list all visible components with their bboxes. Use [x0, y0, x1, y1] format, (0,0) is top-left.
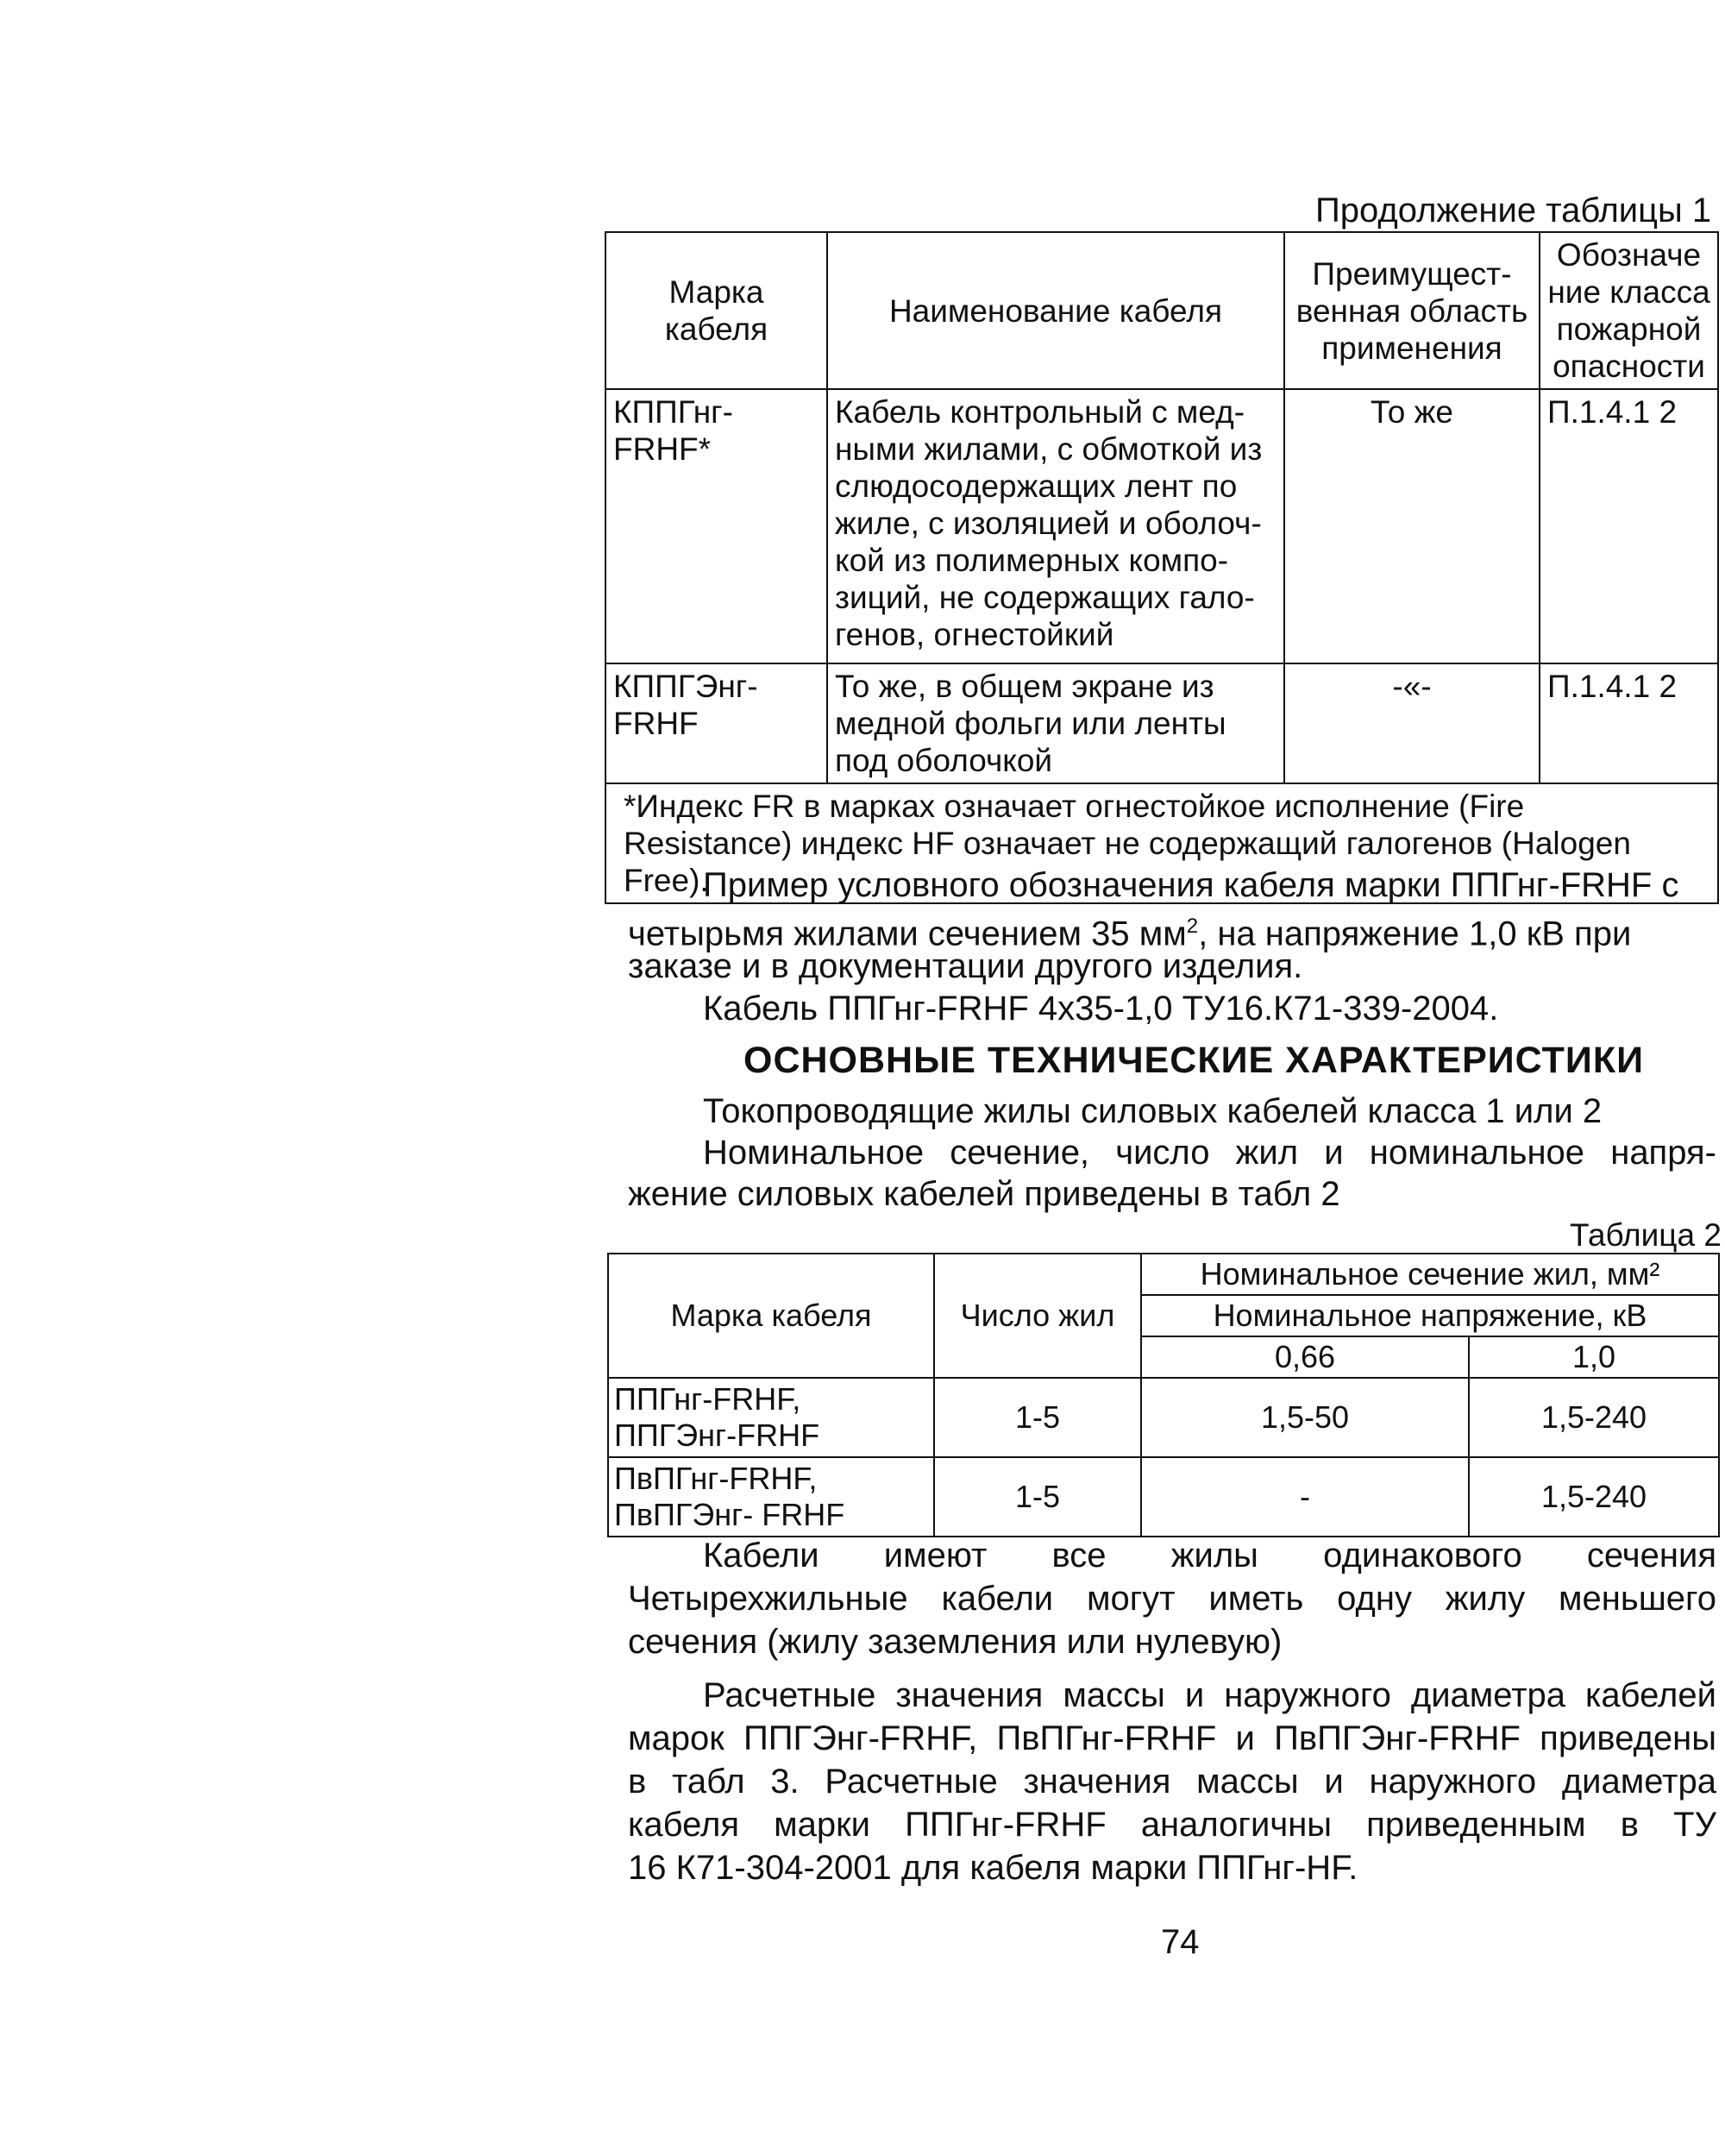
- table2-cell-cores: 1-5: [934, 1378, 1141, 1457]
- table2-cell-v10: 1,5-240: [1469, 1457, 1719, 1537]
- table2-cell-v066: 1,5-50: [1141, 1378, 1469, 1457]
- table2-header-row: [608, 1254, 1719, 1295]
- cable-table-1: [605, 231, 1719, 904]
- example-line-2b: , на напряжение 1,0 кВ при: [1198, 915, 1632, 953]
- table1-header-area: Преимущест-венная область применения: [1284, 232, 1540, 389]
- table2-cell-mark: ПвПГнг-FRHF, ПвПГЭнг- FRHF: [608, 1457, 934, 1537]
- table2-header-voltage: Номинальное напряжение, кВ: [1141, 1295, 1719, 1336]
- table1-cell-class: П.1.4.1 2: [1540, 663, 1718, 783]
- table-row: [608, 1457, 1719, 1537]
- table2-cell-v10: 1,5-240: [1469, 1378, 1719, 1457]
- table1-cell-area: -«-: [1284, 663, 1540, 783]
- table2-header-cores: Число жил: [934, 1254, 1141, 1378]
- table1-cell-mark: КППГнг-FRHF*: [605, 389, 827, 663]
- table2-header-section: Номинальное сечение жил, мм²: [1141, 1254, 1719, 1295]
- table1-cell-name: Кабель контрольный с мед-ными жилами, с обмоткой из слюдосодержащих лент по жиле, с изоляцией и оболоч-кой из полимерных компо-зиций, не содержащих гало-генов, огнестойкий: [827, 389, 1284, 663]
- table-row: [608, 1378, 1719, 1457]
- table1-header-mark: Марка кабеля: [605, 232, 827, 389]
- table-row: [605, 389, 1718, 663]
- table1-cell-class: П.1.4.1 2: [1540, 389, 1718, 663]
- paragraph-cores-line-2: Четырехжильные кабели могут иметь одну жилу меньшего: [628, 1580, 1716, 1618]
- paragraph-nominal-line-1: Номинальное сечение, число жил и номинальное напря-: [703, 1134, 1716, 1172]
- paragraph-cores-line-1: Кабели имеют все жилы одинакового сечения: [703, 1537, 1716, 1575]
- table2-header-v10: 1,0: [1469, 1336, 1719, 1378]
- example-line-3: заказе и в документации другого изделия.: [628, 947, 1303, 985]
- table1-cell-name: То же, в общем экране из медной фольги или ленты под оболочкой: [827, 663, 1284, 783]
- table2-label: Таблица 2: [1570, 1217, 1722, 1253]
- paragraph-mass-line-4: кабеля марки ППГнг-FRHF аналогичны приведенным в ТУ: [628, 1806, 1716, 1844]
- paragraph-mass-line-3: в табл 3. Расчетные значения массы и наружного диаметра: [628, 1763, 1716, 1801]
- table1-footnote: *Индекс FR в марках означает огнестойкое исполнение (Fire Resistance) индекс HF означает не содержащий галогенов (Halogen Free).: [605, 783, 1718, 903]
- paragraph-conductors: Токопроводящие жилы силовых кабелей класса 1 или 2: [703, 1092, 1603, 1130]
- page-number: 74: [1161, 1923, 1200, 1961]
- example-line-2a: четырьмя жилами сечением 35 мм: [628, 915, 1187, 953]
- paragraph-nominal-line-2: жение силовых кабелей приведены в табл 2: [628, 1175, 1340, 1213]
- table1-cell-area: То же: [1284, 389, 1540, 663]
- paragraph-mass-line-5: 16 К71-304-2001 для кабеля марки ППГнг-HF.: [628, 1849, 1358, 1887]
- section-title: ОСНОВНЫЕ ТЕХНИЧЕСКИЕ ХАРАКТЕРИСТИКИ: [743, 1040, 1644, 1081]
- table2-cell-mark: ППГнг-FRHF, ППГЭнг-FRHF: [608, 1378, 934, 1457]
- paragraph-cores-line-3: сечения (жилу заземления или нулевую): [628, 1623, 1283, 1661]
- paragraph-mass-line-1: Расчетные значения массы и наружного диаметра кабелей: [703, 1676, 1716, 1714]
- table1-cell-mark: КППГЭнг-FRHF: [605, 663, 827, 783]
- table1-header-row: [605, 232, 1718, 389]
- table-row: [605, 663, 1718, 783]
- table1-header-name: Наименование кабеля: [827, 232, 1284, 389]
- example-line-1: Пример условного обозначения кабеля марки ППГнг-FRHF с: [703, 866, 1679, 904]
- table2-cell-v066: -: [1141, 1457, 1469, 1537]
- table2-header-v066: 0,66: [1141, 1336, 1469, 1378]
- cable-table-2: [607, 1253, 1720, 1537]
- paragraph-mass-line-2: марок ППГЭнг-FRHF, ПвПГнг-FRHF и ПвПГЭнг-FRHF приведены: [628, 1719, 1716, 1757]
- table1-continuation-label: Продолжение таблицы 1: [1315, 192, 1712, 229]
- example-designation: Кабель ППГнг-FRHF 4х35-1,0 ТУ16.К71-339-2004.: [703, 990, 1499, 1028]
- superscript-2: 2: [1186, 915, 1199, 938]
- table2-header-mark: Марка кабеля: [608, 1254, 934, 1378]
- table2-cell-cores: 1-5: [934, 1457, 1141, 1537]
- table1-header-class: Обозначе ние класса пожарной опасности: [1540, 232, 1718, 389]
